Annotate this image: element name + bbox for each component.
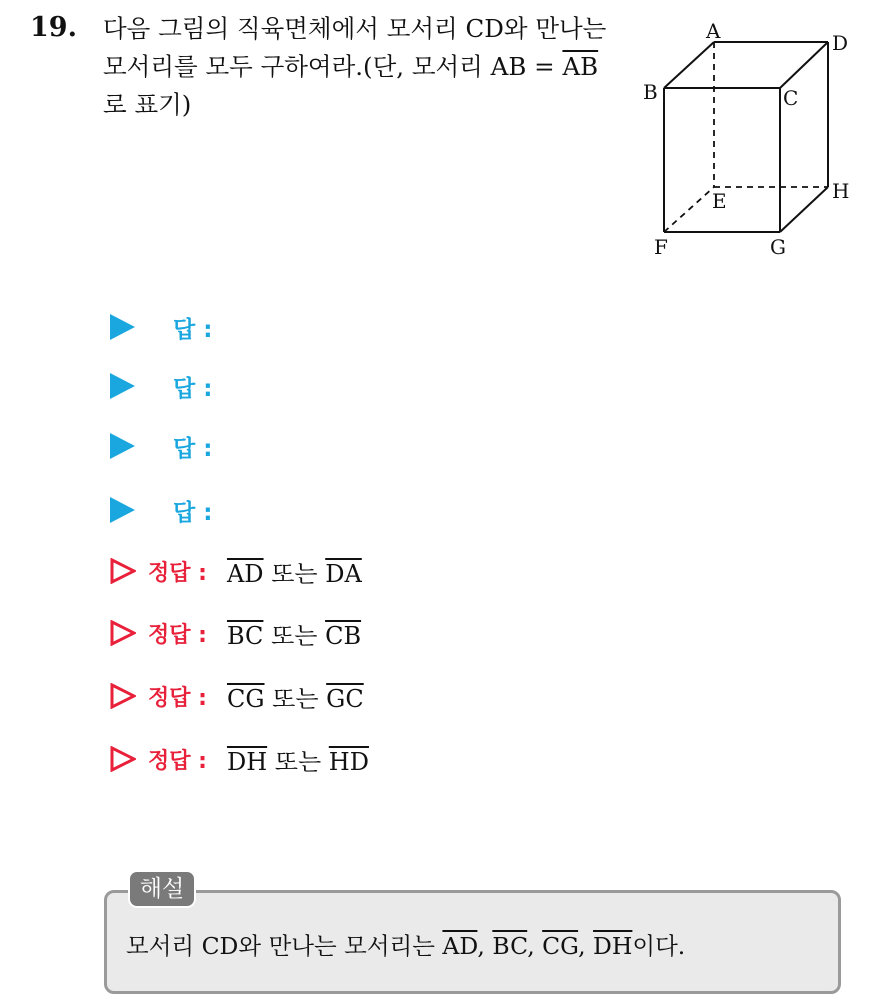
edge-alt-value: $\overline{CB}$ xyxy=(325,621,362,650)
play-triangle-icon xyxy=(110,314,135,340)
answer-label: 답 : xyxy=(173,375,213,402)
vertex-label-f: F xyxy=(654,235,668,259)
or-word: 또는 xyxy=(274,747,322,776)
explanation-text xyxy=(126,927,685,961)
vertex-label-a: A xyxy=(706,20,721,43)
answer-label: 답 : xyxy=(173,316,213,343)
answer-key-value xyxy=(227,554,362,589)
answer-key-label: 정답 : xyxy=(148,685,207,711)
notation-edge: $\overline{AB}$ xyxy=(562,52,599,81)
or-word: 또는 xyxy=(271,559,318,588)
answer-key-value xyxy=(227,679,364,714)
cuboid-figure xyxy=(640,20,860,265)
or-word: 또는 xyxy=(271,621,318,650)
outline-triangle-icon xyxy=(110,558,136,584)
answer-line-2 xyxy=(110,371,212,401)
answer-key-2 xyxy=(110,617,361,649)
question-body: 다음 그림의 직육면체에서 모서리 CD와 만나는 모서리를 모두 구하여라.(단, 모서리 AB = xyxy=(103,14,607,81)
explanation-edge: $\overline{BC}$ xyxy=(492,932,528,960)
edge-value: $\overline{DH}$ xyxy=(226,747,268,776)
edge-GH xyxy=(780,187,828,232)
explanation-suffix: 이다. xyxy=(632,932,686,960)
answer-key-label: 정답 : xyxy=(148,622,207,648)
edge-AB xyxy=(664,42,714,88)
outline-triangle-icon xyxy=(110,746,136,772)
play-triangle-icon xyxy=(110,373,135,399)
or-word: 또는 xyxy=(272,684,319,713)
answer-line-4 xyxy=(110,495,212,525)
explanation-edge: $\overline{DH}$ xyxy=(593,932,633,960)
edge-value: $\overline{CG}$ xyxy=(226,684,265,713)
answer-key-label: 정답 : xyxy=(148,748,207,774)
answer-label: 답 : xyxy=(173,499,213,526)
explanation-tag: 해설 xyxy=(128,870,196,908)
vertex-label-b: B xyxy=(643,80,658,104)
answer-key-3 xyxy=(110,680,364,712)
edge-EF xyxy=(664,187,714,232)
edge-value: $\overline{BC}$ xyxy=(226,621,264,650)
edge-value: $\overline{AD}$ xyxy=(226,559,264,588)
outline-triangle-icon xyxy=(110,620,136,646)
answer-label: 답 : xyxy=(173,435,213,462)
vertex-label-h: H xyxy=(832,179,850,203)
answer-key-1 xyxy=(110,555,362,587)
explanation-prefix: 모서리 CD와 만나는 모서리는 xyxy=(126,932,443,960)
vertex-label-g: G xyxy=(770,235,786,259)
vertex-label-c: C xyxy=(783,86,799,110)
answer-line-3 xyxy=(110,431,212,461)
edge-CD xyxy=(780,42,828,88)
edge-alt-value: $\overline{DA}$ xyxy=(325,559,362,588)
answer-line-1 xyxy=(110,312,212,342)
explanation-edge: $\overline{AD}$ xyxy=(442,932,478,960)
explanation-separator: , xyxy=(578,932,594,960)
outline-triangle-icon xyxy=(110,683,136,709)
answer-key-label: 정답 : xyxy=(148,560,207,586)
play-triangle-icon xyxy=(110,497,135,523)
explanation-separator: , xyxy=(527,932,543,960)
answer-key-value xyxy=(227,616,361,651)
explanation-separator: , xyxy=(477,932,493,960)
question-number: 19. xyxy=(30,12,77,43)
notation-suffix: 로 표기) xyxy=(103,90,192,119)
edge-alt-value: $\overline{GC}$ xyxy=(326,684,364,713)
question-text xyxy=(103,10,618,124)
play-triangle-icon xyxy=(110,433,135,459)
answer-key-value xyxy=(227,742,369,777)
vertex-label-d: D xyxy=(832,31,849,55)
answer-key-4 xyxy=(110,743,369,775)
vertex-label-e: E xyxy=(712,189,727,213)
edge-alt-value: $\overline{HD}$ xyxy=(328,747,369,776)
explanation-edge: $\overline{CG}$ xyxy=(542,932,579,960)
